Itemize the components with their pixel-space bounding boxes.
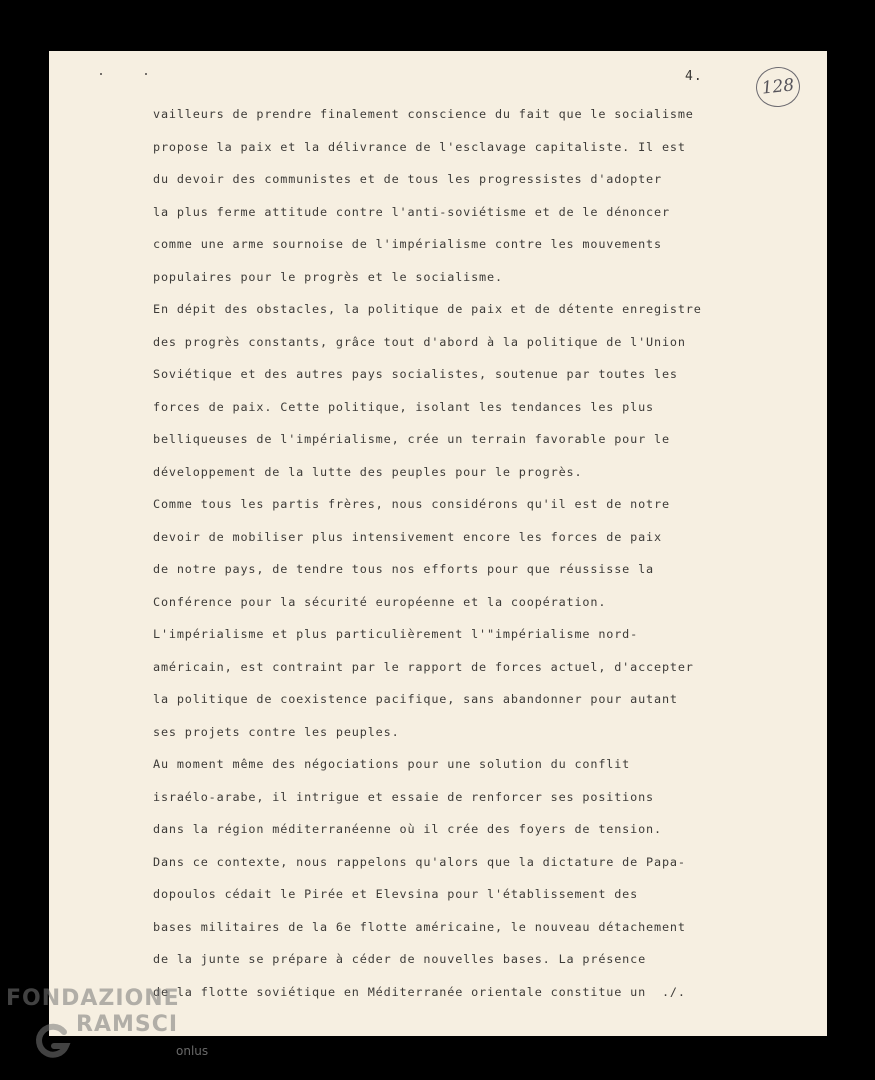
- text-line: la plus ferme attitude contre l'anti-soviétisme et de le dénoncer: [153, 204, 670, 219]
- text-line: développement de la lutte des peuples pour le progrès.: [153, 464, 583, 479]
- text-line: Conférence pour la sécurité européenne et la coopération.: [153, 594, 607, 609]
- text-line: Dans ce contexte, nous rappelons qu'alors que la dictature de Papa-: [153, 854, 686, 869]
- text-line: comme une arme sournoise de l'impérialisme contre les mouvements: [153, 237, 662, 251]
- text-line: israélo-arabe, il intrigue et essaie de renforcer ses positions: [153, 789, 654, 804]
- margin-mark: [100, 73, 102, 75]
- text-line: dopoulos cédait le Pirée et Elevsina pour l'établissement des: [153, 887, 639, 901]
- text-line: Au moment même des négociations pour une solution du conflit: [153, 757, 631, 771]
- typewritten-body: [153, 98, 793, 1008]
- text-line: dans la région méditerranéenne où il crée des foyers de tension.: [153, 822, 662, 836]
- text-line: Soviétique et des autres pays socialistes, soutenue par toutes les: [153, 367, 678, 381]
- text-line: forces de paix. Cette politique, isolant les tendances les plus: [153, 399, 654, 414]
- text-line: ses projets contre les peuples.: [153, 724, 400, 739]
- archive-number-stamp: 128: [754, 65, 802, 109]
- text-line: belliqueuses de l'impérialisme, crée un terrain favorable pour le: [153, 432, 670, 446]
- document-page: [49, 51, 827, 1036]
- text-line: vailleurs de prendre finalement conscience du fait que le socialisme: [153, 107, 694, 121]
- text-line: des progrès constants, grâce tout d'abord à la politique de l'Union: [153, 334, 686, 349]
- text-line: Comme tous les partis frères, nous considérons qu'il est de notre: [153, 497, 670, 511]
- watermark-line-2: RAMSCI: [76, 1012, 179, 1037]
- margin-mark: [145, 73, 147, 75]
- text-line: de notre pays, de tendre tous nos efforts pour que réussisse la: [153, 562, 654, 576]
- text-line: devoir de mobiliser plus intensivement encore les forces de paix: [153, 529, 662, 544]
- text-line: L'impérialisme et plus particulièrement l'"impérialisme nord-: [153, 627, 639, 641]
- text-line: américain, est contraint par le rapport de forces actuel, d'accepter: [153, 659, 694, 674]
- text-line: propose la paix et la délivrance de l'esclavage capitaliste. Il est: [153, 139, 686, 154]
- text-line: populaires pour le progrès et le socialisme.: [153, 269, 503, 284]
- text-line: bases militaires de la 6e flotte américaine, le nouveau détachement: [153, 919, 686, 934]
- text-line: de la junte se prépare à céder de nouvelles bases. La présence: [153, 952, 647, 966]
- watermark-line-3: onlus: [176, 1044, 209, 1058]
- page-number: 4.: [685, 69, 703, 84]
- text-line: la politique de coexistence pacifique, sans abandonner pour autant: [153, 692, 678, 706]
- text-line: de la flotte soviétique en Méditerranée orientale constitue un ./.: [153, 984, 686, 999]
- watermark-line-1: FONDAZIONE: [6, 986, 180, 1011]
- text-line: du devoir des communistes et de tous les progressistes d'adopter: [153, 172, 662, 186]
- gramsci-logo-icon: [34, 1022, 72, 1060]
- fondazione-gramsci-watermark: [6, 986, 246, 1076]
- text-line: En dépit des obstacles, la politique de paix et de détente enregistre: [153, 302, 702, 316]
